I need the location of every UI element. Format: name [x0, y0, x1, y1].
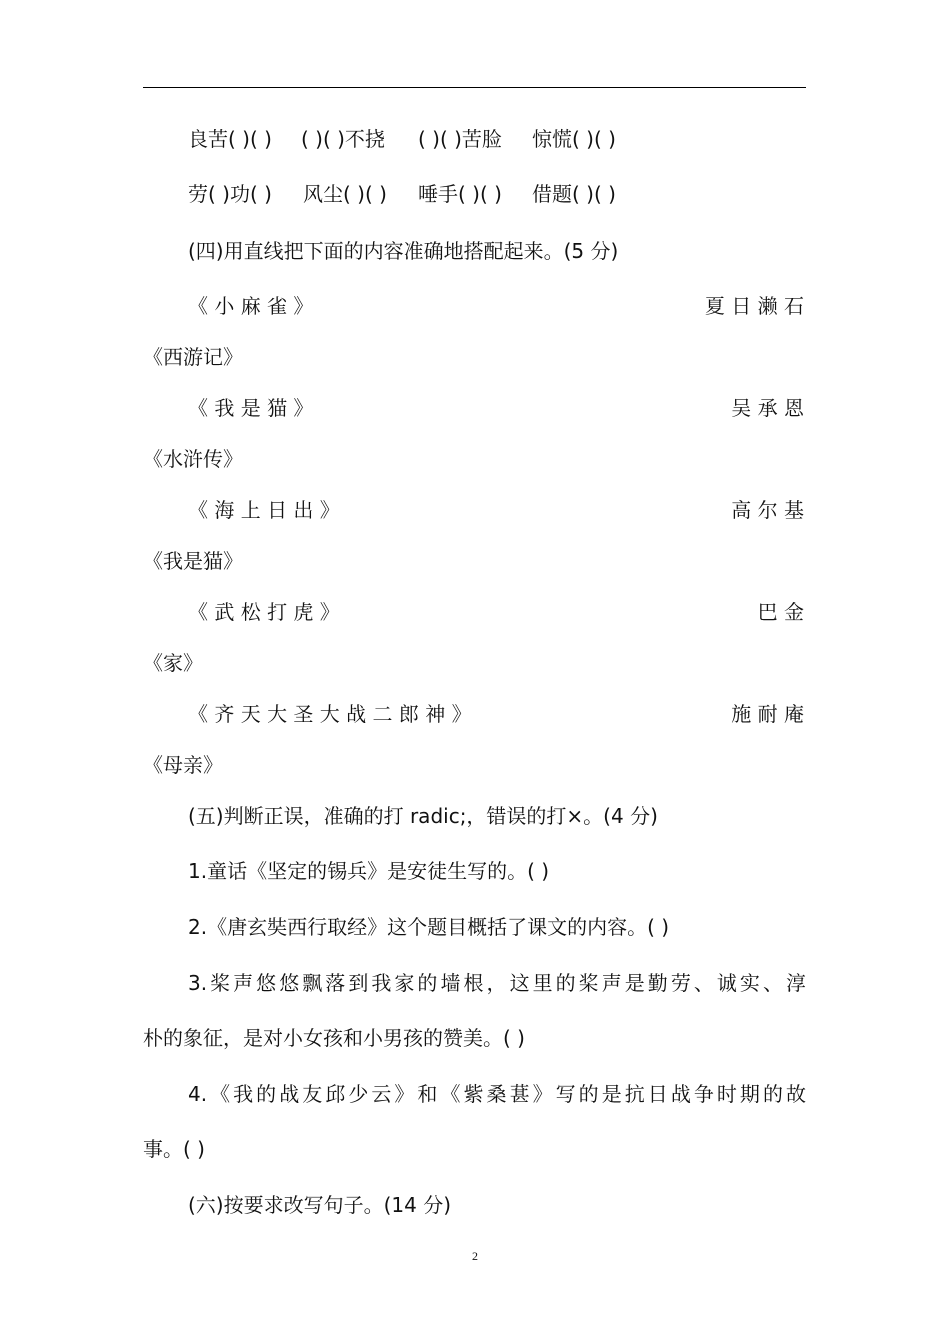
question-2: 2.《唐玄奘西行取经》这个题目概括了课文的内容。( ) — [188, 915, 670, 939]
match-author: 巴 金 — [757, 600, 804, 624]
match-work: 《我是猫》 — [143, 549, 243, 573]
match-work: 《水浒传》 — [143, 447, 243, 471]
match-work: 《家》 — [143, 651, 203, 675]
question-4-line-1: 4.《我的战友邱少云》和《紫桑葚》写的是抗日战争时期的故 — [188, 1082, 806, 1106]
header-rule — [143, 87, 806, 88]
idiom-2-1: 劳( )功( ) — [188, 182, 272, 206]
match-work: 《西游记》 — [143, 345, 243, 369]
idiom-1-1: 良苦( )( ) — [188, 127, 272, 151]
match-title: 《 齐 天 大 圣 大 战 二 郎 神 》 — [188, 702, 472, 726]
match-title: 《 武 松 打 虎 》 — [188, 600, 340, 624]
match-title: 《 我 是 猫 》 — [188, 396, 314, 420]
match-title: 《 小 麻 雀 》 — [188, 294, 314, 318]
idiom-1-4: 惊慌( )( ) — [532, 127, 616, 151]
section6-heading: (六)按要求改写句子。(14 分) — [188, 1193, 452, 1217]
match-author: 夏 日 濑 石 — [704, 294, 804, 318]
question-3-line-1: 3.桨声悠悠飘落到我家的墙根，这里的桨声是勤劳、诚实、淳 — [188, 971, 806, 995]
page-number: 2 — [472, 1249, 478, 1263]
match-title: 《 海 上 日 出 》 — [188, 498, 340, 522]
idiom-2-3: 唾手( )( ) — [418, 182, 502, 206]
match-author: 吴 承 恩 — [731, 396, 804, 420]
question-4-line-2: 事。( ) — [143, 1137, 205, 1161]
idiom-2-4: 借题( )( ) — [532, 182, 616, 206]
match-work: 《母亲》 — [143, 753, 223, 777]
question-1: 1.童话《坚定的锡兵》是安徒生写的。( ) — [188, 859, 550, 883]
section5-heading: (五)判断正误，准确的打 radic;，错误的打×。(4 分) — [188, 804, 658, 828]
idiom-2-2: 风尘( )( ) — [303, 182, 387, 206]
idiom-1-2: ( )( )不挠 — [301, 127, 385, 151]
section4-heading: (四)用直线把下面的内容准确地搭配起来。(5 分) — [188, 239, 619, 263]
idiom-1-3: ( )( )苦脸 — [418, 127, 502, 151]
match-author: 高 尔 基 — [731, 498, 804, 522]
question-3-line-2: 朴的象征，是对小女孩和小男孩的赞美。( ) — [143, 1026, 525, 1050]
match-author: 施 耐 庵 — [731, 702, 804, 726]
